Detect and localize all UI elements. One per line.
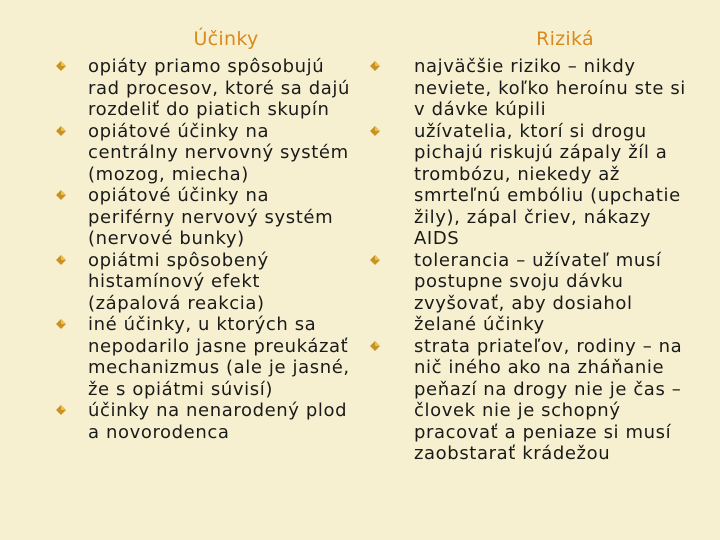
diamond-bullet-icon	[370, 341, 380, 351]
diamond-bullet-icon	[56, 126, 66, 136]
list-item	[56, 185, 356, 250]
list-item-text: užívatelia, ktorí si drogu pichajú riskujú zápaly žíl a trombózu, niekedy až smrteľnú embóliu (upchatie žily), zápal čriev, nákazy AIDS	[414, 120, 681, 249]
list-item-text: tolerancia – užívateľ musí postupne svoju dávku zvyšovať, aby dosiahol želané účinky	[414, 249, 662, 335]
effects-title: Účinky	[193, 28, 259, 50]
list-item	[370, 250, 700, 336]
diamond-bullet-icon	[56, 255, 66, 265]
list-item-text: účinky na nenarodený plod a novorodenca	[88, 400, 348, 443]
diamond-bullet-icon	[370, 255, 380, 265]
list-item-text: opiátové účinky na centrálny nervovný systém (mozog, miecha)	[88, 120, 349, 185]
risks-column	[370, 24, 700, 465]
list-item-text: iné účinky, u ktorých sa nepodarilo jasne preukázať mechanizmus (ale je jasné, že s opiátmi súvisí)	[88, 314, 350, 400]
diamond-bullet-icon	[370, 126, 380, 136]
effects-list	[56, 56, 356, 443]
list-item	[56, 121, 356, 186]
risks-list	[370, 56, 700, 465]
list-item-text: opiátmi spôsobený histamínový efekt (zápalová reakcia)	[88, 249, 269, 314]
risks-title: Riziká	[536, 28, 594, 50]
list-item	[370, 336, 700, 465]
list-item	[370, 121, 700, 250]
list-item-text: najväčšie riziko – nikdy neviete, koľko heroínu ste si v dávke kúpili	[414, 56, 686, 120]
list-item-text: opiátové účinky na periférny nervový systém (nervové bunky)	[88, 185, 334, 249]
diamond-bullet-icon	[56, 61, 66, 71]
list-item-text: strata priateľov, rodiny – na nič iného ako na zháňanie peňazí na drogy nie je čas – človek nie je schopný pracovať a peniaze si musí zaobstarať krádežou	[414, 335, 683, 464]
diamond-bullet-icon	[56, 319, 66, 329]
diamond-bullet-icon	[370, 61, 380, 71]
diamond-bullet-icon	[56, 405, 66, 415]
list-item	[56, 400, 356, 443]
diamond-bullet-icon	[56, 190, 66, 200]
list-item	[370, 56, 700, 121]
list-item	[56, 250, 356, 315]
list-item	[56, 314, 356, 400]
effects-column	[56, 24, 356, 443]
list-item	[56, 56, 356, 121]
list-item-text: opiáty priamo spôsobujú rad procesov, ktoré sa dajú rozdeliť do piatich skupín	[88, 56, 350, 120]
